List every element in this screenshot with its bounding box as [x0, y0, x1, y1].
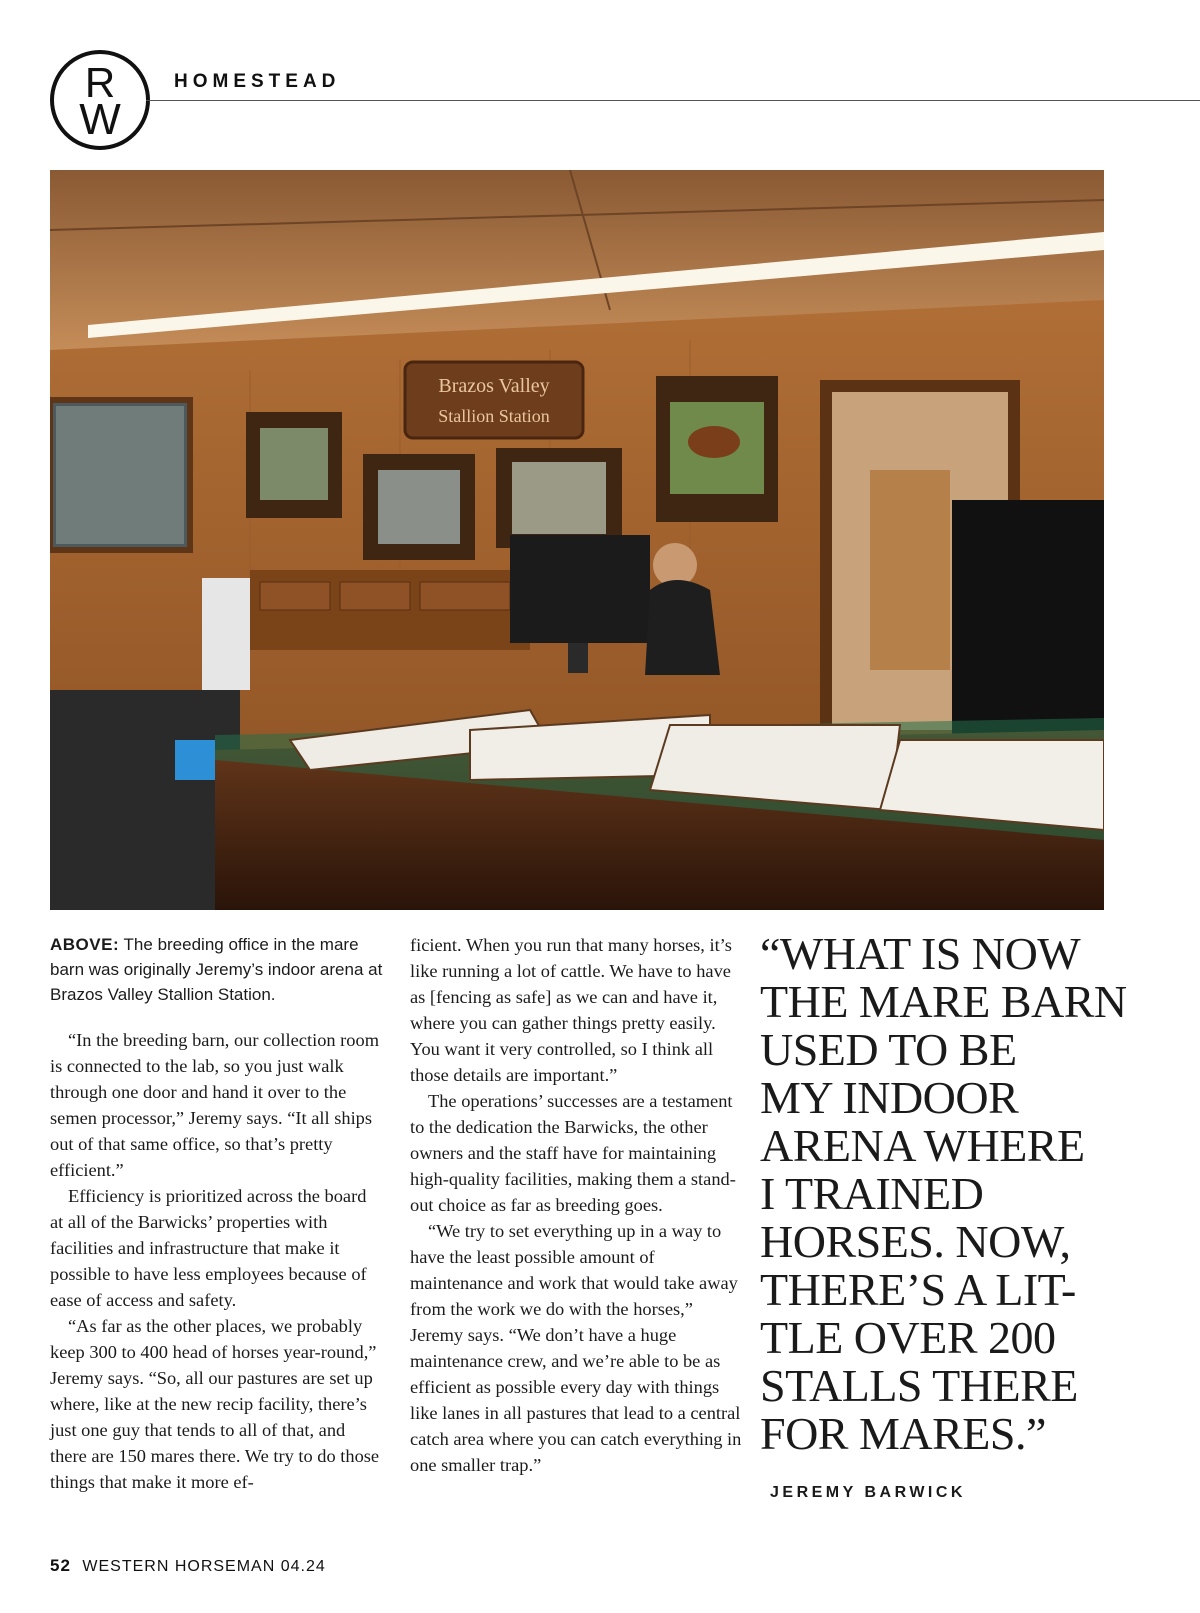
body-column-1	[50, 932, 383, 1495]
pull-quote-line: TLE OVER 200	[760, 1312, 1056, 1363]
pull-quote-line: THERE’S A LIT-	[760, 1264, 1076, 1315]
photo-caption	[50, 932, 383, 1007]
quote-attribution: JEREMY BARWICK	[770, 1484, 966, 1501]
page-footer	[50, 1556, 326, 1576]
header-rule	[146, 100, 1200, 101]
section-label: HOMESTEAD	[174, 71, 341, 92]
pull-quote-line: MY INDOOR	[760, 1072, 1019, 1123]
paragraph: “In the breeding barn, our collection room is connected to the lab, so you just walk through one door and hand it over to the semen processor,” Jeremy says. “It all ships out of that same office, so that’s pretty efficient.”	[50, 1030, 379, 1180]
paragraph: ficient. When you run that many horses, it’s like running a lot of cattle. We have to have as [fencing as safe] as we can and have it, where you can gather things pretty easily. You want it very controlled, so I think all those details are important.”	[410, 935, 732, 1085]
paragraph: Efficiency is prioritized across the board at all of the Barwicks’ properties with facilities and infrastructure that make it possible to have less employees because of ease of access and safety.	[50, 1186, 367, 1310]
paragraph: “We try to set everything up in a way to have the least possible amount of maintenance and work that would take away from the work we do with the horses,” Jeremy says. “We don’t have a huge maintenance crew, and we’re able to be as efficient as possible every day with things like lanes in all pastures that lead to a central catch area where you can catch everything in one smaller trap.”	[410, 1221, 742, 1475]
caption-text: The breeding office in the mare barn was originally Jeremy’s indoor arena at Brazos Valley Stallion Station.	[50, 935, 383, 1004]
sign-text-line1: Brazos Valley	[438, 375, 550, 397]
sign-text-line2: Stallion Station	[438, 406, 550, 426]
pull-quote-line: STALLS THERE	[760, 1360, 1078, 1411]
body-column-2	[410, 932, 743, 1478]
logo-letter-r: R	[84, 59, 116, 106]
pull-quote-line: “WHAT IS NOW	[760, 928, 1081, 979]
caption-lead: ABOVE:	[50, 935, 120, 954]
pull-quote	[760, 930, 1160, 1458]
logo-letter-w: W	[79, 95, 121, 144]
publication-name: WESTERN HORSEMAN	[82, 1558, 276, 1575]
rw-logo	[50, 50, 150, 150]
issue-date: 04.24	[280, 1558, 326, 1575]
pull-quote-line: USED TO BE	[760, 1024, 1017, 1075]
pull-quote-line: FOR MARES.”	[760, 1408, 1046, 1459]
office-photo	[50, 170, 1104, 910]
pull-quote-line: ARENA WHERE	[760, 1120, 1085, 1171]
pull-quote-line: THE MARE BARN	[760, 976, 1127, 1027]
pull-quote-line: HORSES. NOW,	[760, 1216, 1071, 1267]
paragraph: The operations’ successes are a testament to the dedication the Barwicks, the other owners and the staff have for maintaining high-quality facilities, making them a stand-out choice as far as breeding goes.	[410, 1091, 736, 1215]
page-number: 52	[50, 1556, 71, 1575]
paragraph: “As far as the other places, we probably keep 300 to 400 head of horses year-round,” Jeremy says. “So, all our pastures are set up where, like at the new recip facility, there’s just one guy that tends to all of that, and there are 150 mares there. We try to do those things that make it more ef-	[50, 1316, 380, 1492]
pull-quote-line: I TRAINED	[760, 1168, 984, 1219]
